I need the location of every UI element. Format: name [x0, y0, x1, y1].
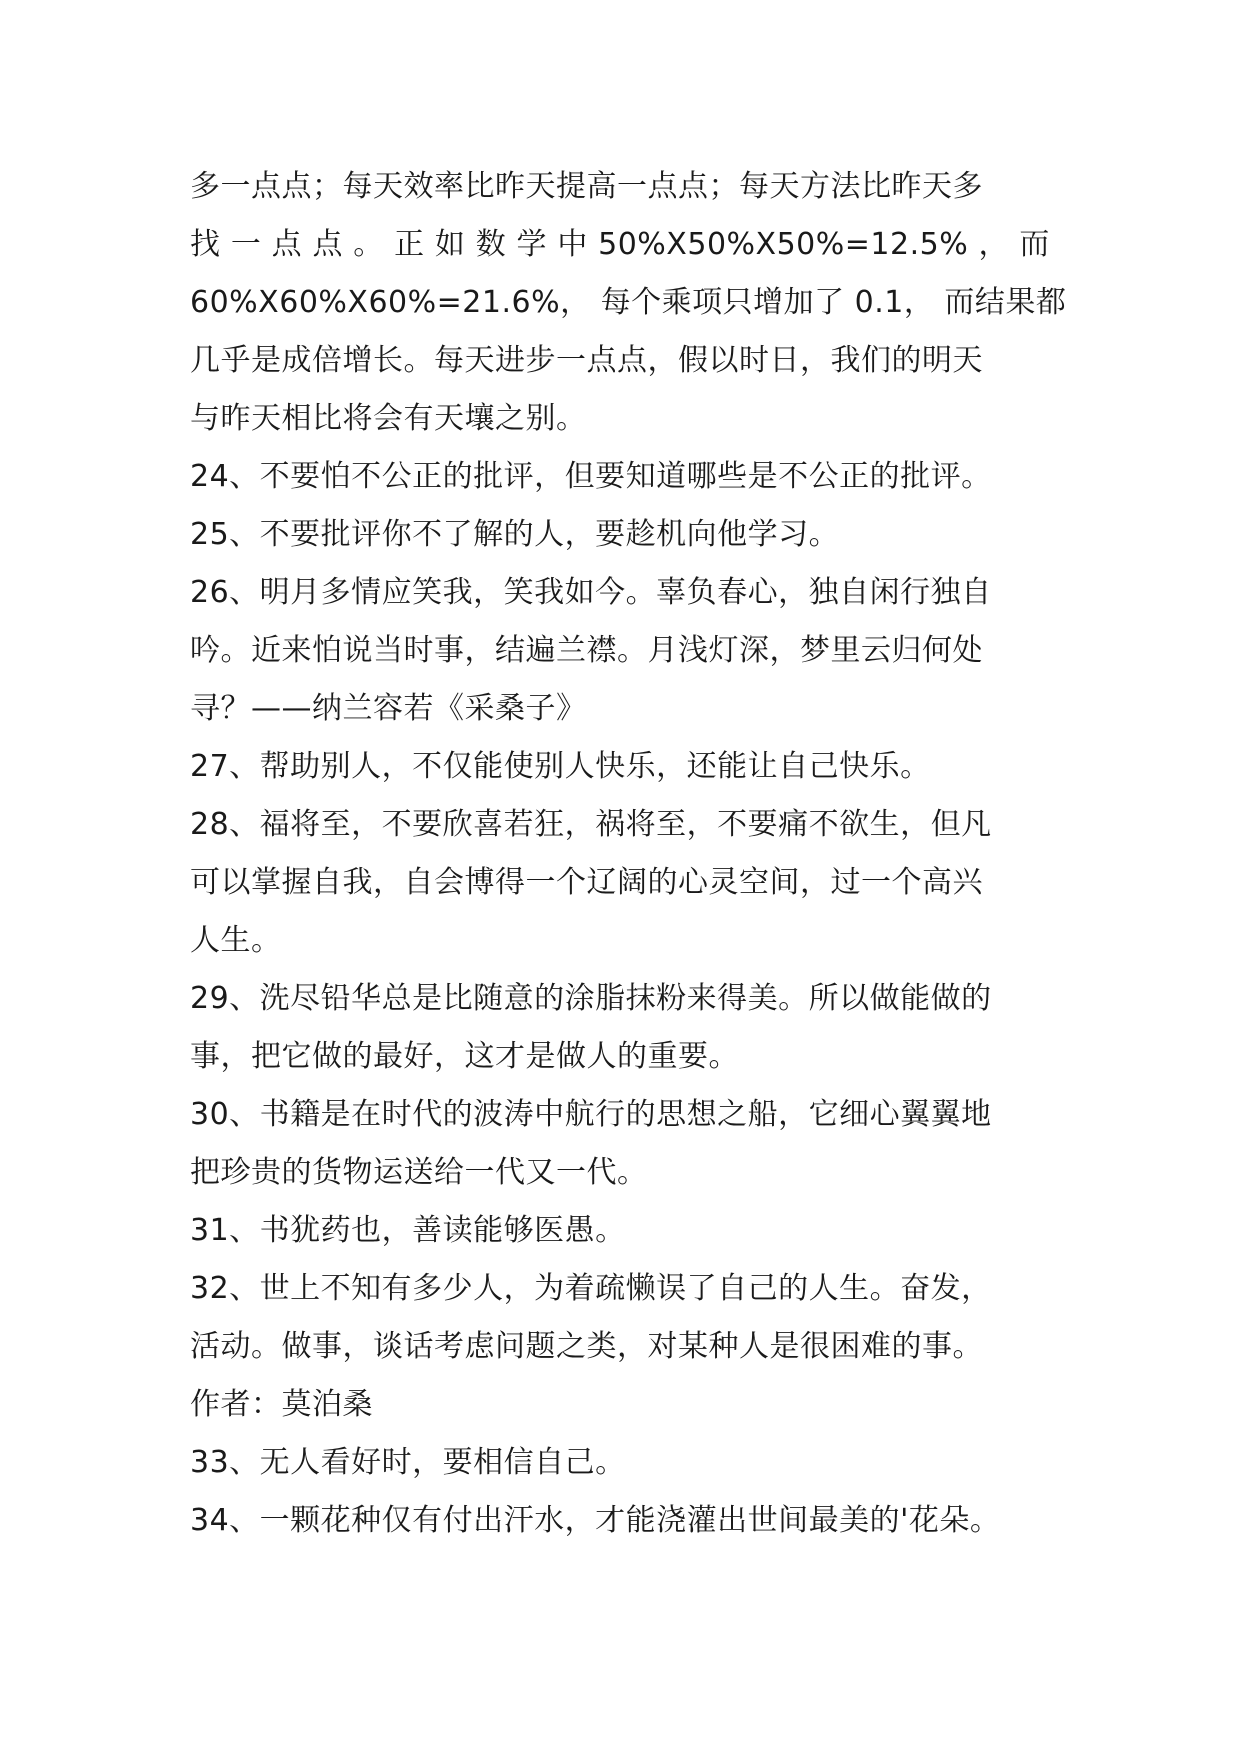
text-line: 24、不要怕不公正的批评，但要知道哪些是不公正的批评。 — [190, 459, 992, 494]
text-line: 25、不要批评你不了解的人，要趁机向他学习。 — [190, 517, 840, 552]
text-token: 点 — [312, 227, 343, 262]
text-line: 几乎是成倍增长。每天进步一点点，假以时日，我们的明天 — [190, 343, 983, 378]
text-line-justified — [190, 216, 1050, 274]
text-line: 作者：莫泊桑 — [190, 1387, 373, 1422]
text-token: 找 — [190, 227, 221, 262]
text-token: 。 — [353, 227, 384, 262]
text-line: 吟。近来怕说当时事，结遍兰襟。月浅灯深，梦里云归何处 — [190, 633, 983, 668]
text-line: 活动。做事，谈话考虑问题之类，对某种人是很困难的事。 — [190, 1329, 983, 1364]
text-token: 50%X50%X50%=12.5% — [598, 227, 969, 262]
text-token: ， — [978, 227, 1010, 262]
text-line: 寻？——纳兰容若《采桑子》 — [190, 691, 587, 726]
text-token: 正 — [394, 227, 425, 262]
text-line: 多一点点；每天效率比昨天提高一点点；每天方法比昨天多 — [190, 169, 983, 204]
text-token: 而 — [1019, 227, 1050, 262]
text-line: 34、一颗花种仅有付出汗水，才能浇灌出世间最美的'花朵。 — [190, 1503, 1001, 1538]
text-line: 与昨天相比将会有天壤之别。 — [190, 401, 587, 436]
text-token: 中 — [557, 227, 588, 262]
text-token: 数 — [475, 227, 507, 262]
text-line: 32、世上不知有多少人，为着疏懒误了自己的人生。奋发， — [190, 1271, 992, 1306]
document-body — [190, 158, 1067, 1550]
text-line: 60%X60%X60%=21.6%， 每个乘项只增加了 0.1， 而结果都 — [190, 285, 1067, 320]
text-line: 可以掌握自我，自会博得一个辽阔的心灵空间，过一个高兴 — [190, 865, 983, 900]
text-line: 人生。 — [190, 923, 282, 958]
text-token: 如 — [434, 227, 466, 262]
text-token: 一 — [230, 227, 262, 262]
text-line: 28、福将至，不要欣喜若狂，祸将至，不要痛不欲生，但凡 — [190, 807, 992, 842]
text-token: 点 — [271, 227, 303, 262]
text-line: 29、洗尽铅华总是比随意的涂脂抹粉来得美。所以做能做的 — [190, 981, 992, 1016]
text-line: 把珍贵的货物运送给一代又一代。 — [190, 1155, 648, 1190]
text-line: 30、书籍是在时代的波涛中航行的思想之船，它细心翼翼地 — [190, 1097, 992, 1132]
text-line: 31、书犹药也，善读能够医愚。 — [190, 1213, 626, 1248]
text-line: 26、明月多情应笑我，笑我如今。辜负春心，独自闲行独自 — [190, 575, 992, 610]
text-line: 33、无人看好时，要相信自己。 — [190, 1445, 626, 1480]
text-line: 事，把它做的最好，这才是做人的重要。 — [190, 1039, 739, 1074]
text-line: 27、帮助别人，不仅能使别人快乐，还能让自己快乐。 — [190, 749, 931, 784]
text-token: 学 — [516, 227, 547, 262]
